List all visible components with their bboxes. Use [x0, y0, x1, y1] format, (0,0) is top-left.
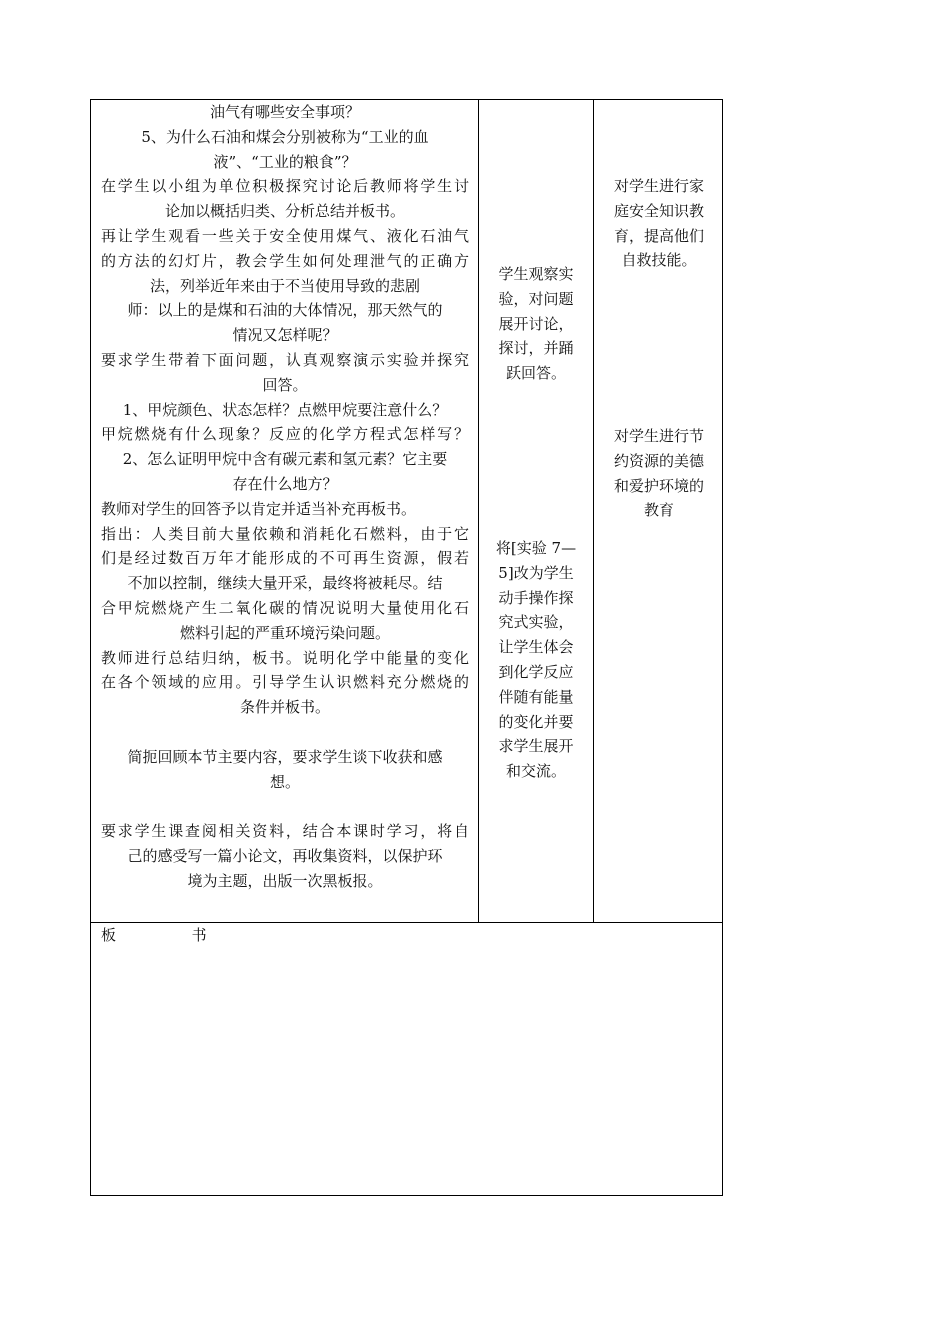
text-line: 动手操作探	[498, 588, 574, 607]
text-line: 简扼回顾本节主要内容，要求学生谈下收获和感	[127, 747, 443, 766]
text-line: 液”、“工业的粮食”？	[213, 152, 357, 171]
row-divider	[91, 922, 722, 923]
text-line: 教育	[643, 501, 674, 520]
text-line: 们是经过数百万年才能形成的不可再生资源，假若	[101, 549, 469, 568]
text-line: 1、甲烷颜色、状态怎样？点燃甲烷要注意什么？	[122, 400, 448, 419]
text-line: 要求学生带着下面问题，认真观察演示实验并探究	[101, 350, 469, 369]
text-line: 学生观察实	[498, 265, 574, 283]
text-line: 庭安全知识教	[613, 201, 704, 220]
student-activity-block-1	[479, 262, 593, 386]
text-line: 伴随有能量	[498, 687, 574, 706]
text-line: 的变化并要	[498, 712, 574, 731]
text-line: 条件并板书。	[239, 698, 330, 717]
text-line: 对学生进行节	[613, 427, 704, 445]
text-line: 和交流。	[505, 762, 566, 781]
text-line: 在学生以小组为单位积极探究讨论后教师将学生讨	[101, 177, 469, 196]
text-line: 教师进行总结归纳，板书。说明化学中能量的变化	[101, 648, 469, 667]
text-line: 2、怎么证明甲烷中含有碳元素和氢元素？它主要	[122, 450, 448, 469]
text-line	[101, 720, 469, 745]
text-line: 展开讨论，	[498, 314, 574, 333]
column-divider-1	[478, 100, 479, 923]
text-line: 跃回答。	[505, 364, 566, 383]
text-line: 约资源的美德	[613, 451, 704, 470]
teaching-process-column	[101, 100, 469, 894]
text-line: 再让学生观看一些关于安全使用煤气、液化石油气	[101, 226, 469, 245]
board-char-2: 书	[191, 926, 207, 944]
text-line: 论加以概括归类、分析总结并板书。	[164, 202, 405, 221]
text-line: 存在什么地方？	[232, 474, 338, 493]
text-line: 求学生展开	[498, 737, 574, 756]
text-line: 究式实验，	[498, 613, 574, 632]
text-line: 5]改为学生	[498, 563, 574, 582]
text-line: 的方法的幻灯片，教会学生如何处理泄气的正确方	[101, 251, 469, 270]
text-line: 教师对学生的回答予以肯定并适当补充再板书。	[101, 499, 417, 518]
text-line: 己的感受写一篇小论文，再收集资料，以保护环	[127, 846, 443, 865]
text-line: 在各个领域的应用。引导学生认识燃料充分燃烧的	[101, 673, 469, 692]
text-line: 情况又怎样呢？	[232, 326, 338, 345]
student-activity-block-2	[479, 536, 593, 784]
text-line: 育，提高他们	[613, 226, 704, 245]
text-line: 燃料引起的严重环境污染问题。	[179, 623, 390, 642]
text-line: 对学生进行家	[613, 177, 704, 195]
design-intent-block-2	[594, 424, 724, 523]
board-char-1: 板	[101, 926, 117, 944]
text-line: 将[实验 7—	[495, 539, 577, 557]
text-line	[101, 794, 469, 819]
text-line: 和爱护环境的	[613, 476, 704, 495]
text-line: 到化学反应	[498, 662, 574, 681]
text-line: 要求学生课查阅相关资料，结合本课时学习，将自	[101, 822, 469, 841]
lesson-table	[90, 99, 723, 1196]
text-line: 验，对问题	[498, 289, 574, 308]
text-line: 师：以上的是煤和石油的大体情况，那天然气的	[127, 301, 443, 320]
text-line: 境为主题，出版一次黑板报。	[187, 871, 383, 890]
text-line: 探讨，并踊	[498, 339, 574, 358]
blackboard-heading	[101, 924, 207, 945]
text-line: 法，列举近年来由于不当使用导致的悲剧	[149, 276, 420, 295]
design-intent-block-1	[594, 174, 724, 273]
text-line: 想。	[269, 772, 300, 791]
text-line: 不加以控制，继续大量开采，最终将被耗尽。结	[127, 574, 443, 593]
text-line: 甲烷燃烧有什么现象？反应的化学方程式怎样写？	[101, 425, 469, 444]
text-line: 回答。	[262, 375, 308, 394]
text-line: 合甲烷燃烧产生二氧化碳的情况说明大量使用化石	[101, 598, 469, 617]
text-line: 自救技能。	[621, 251, 697, 270]
text-line: 油气有哪些安全事项？	[209, 103, 360, 121]
text-line: 指出：人类目前大量依赖和消耗化石燃料，由于它	[101, 524, 469, 543]
text-line: 5、为什么石油和煤会分别被称为“工业的血	[141, 127, 429, 146]
text-line: 让学生体会	[498, 638, 574, 657]
